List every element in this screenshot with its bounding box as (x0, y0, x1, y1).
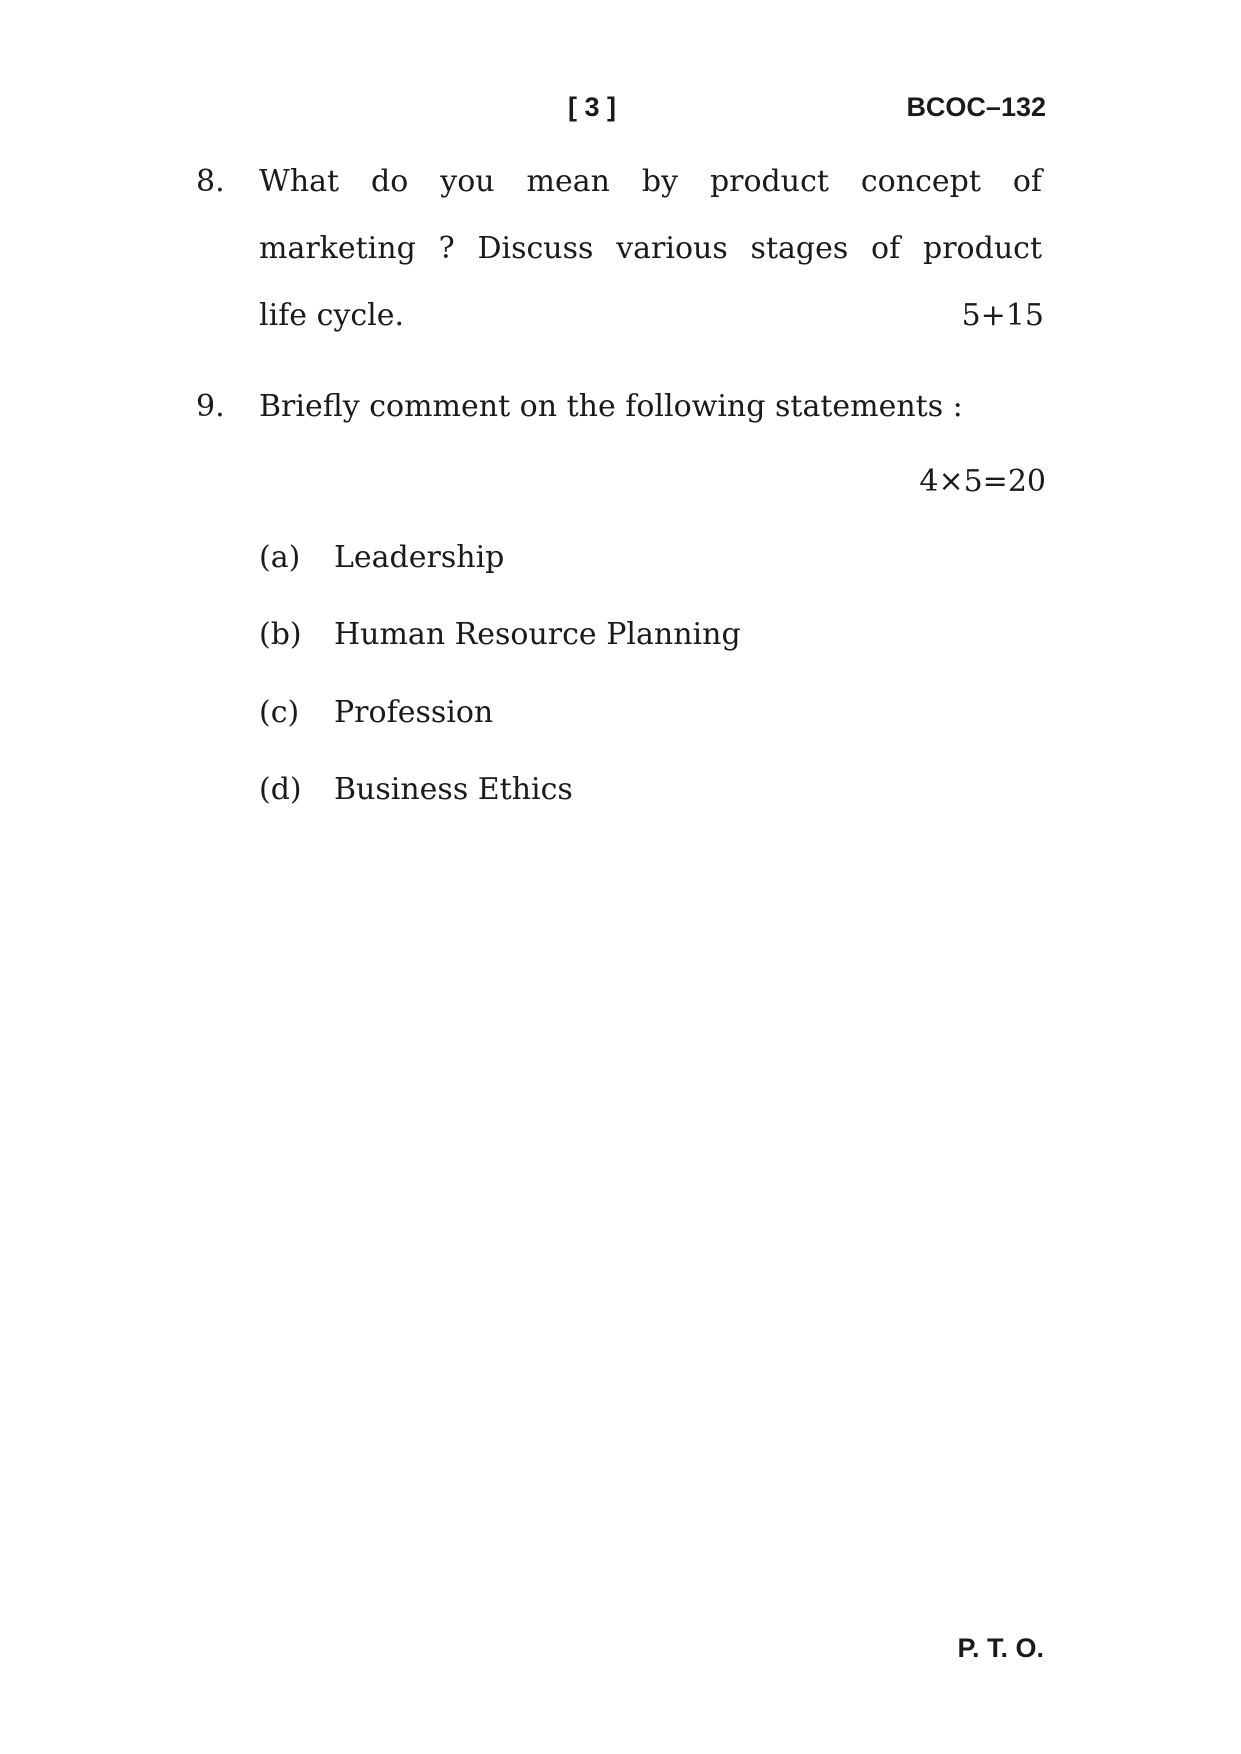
question-8-number: 8. (196, 164, 225, 199)
question-8-line-3: life cycle. (259, 298, 405, 333)
option-a-text: Leadership (334, 540, 505, 575)
question-8-line-2: marketing ? Discuss various stages of product (259, 231, 1042, 266)
option-c-text: Profession (334, 695, 494, 730)
question-9-number: 9. (196, 389, 225, 424)
option-c-label: (c) (259, 695, 300, 730)
option-d-label: (d) (259, 772, 302, 807)
question-9-text: Briefly comment on the following statements : (259, 389, 963, 424)
option-d-text: Business Ethics (334, 772, 573, 807)
option-a-label: (a) (259, 540, 301, 575)
pto-marker: P. T. O. (957, 1633, 1044, 1663)
question-9-marks: 4×5=20 (919, 464, 1046, 499)
question-8-line-1: What do you mean by product concept of (259, 164, 1042, 199)
paper-code: BCOC–132 (906, 92, 1046, 122)
page-number: [ 3 ] (568, 92, 617, 122)
option-b-text: Human Resource Planning (334, 617, 741, 652)
question-8-marks: 5+15 (961, 298, 1044, 333)
option-b-label: (b) (259, 617, 302, 652)
